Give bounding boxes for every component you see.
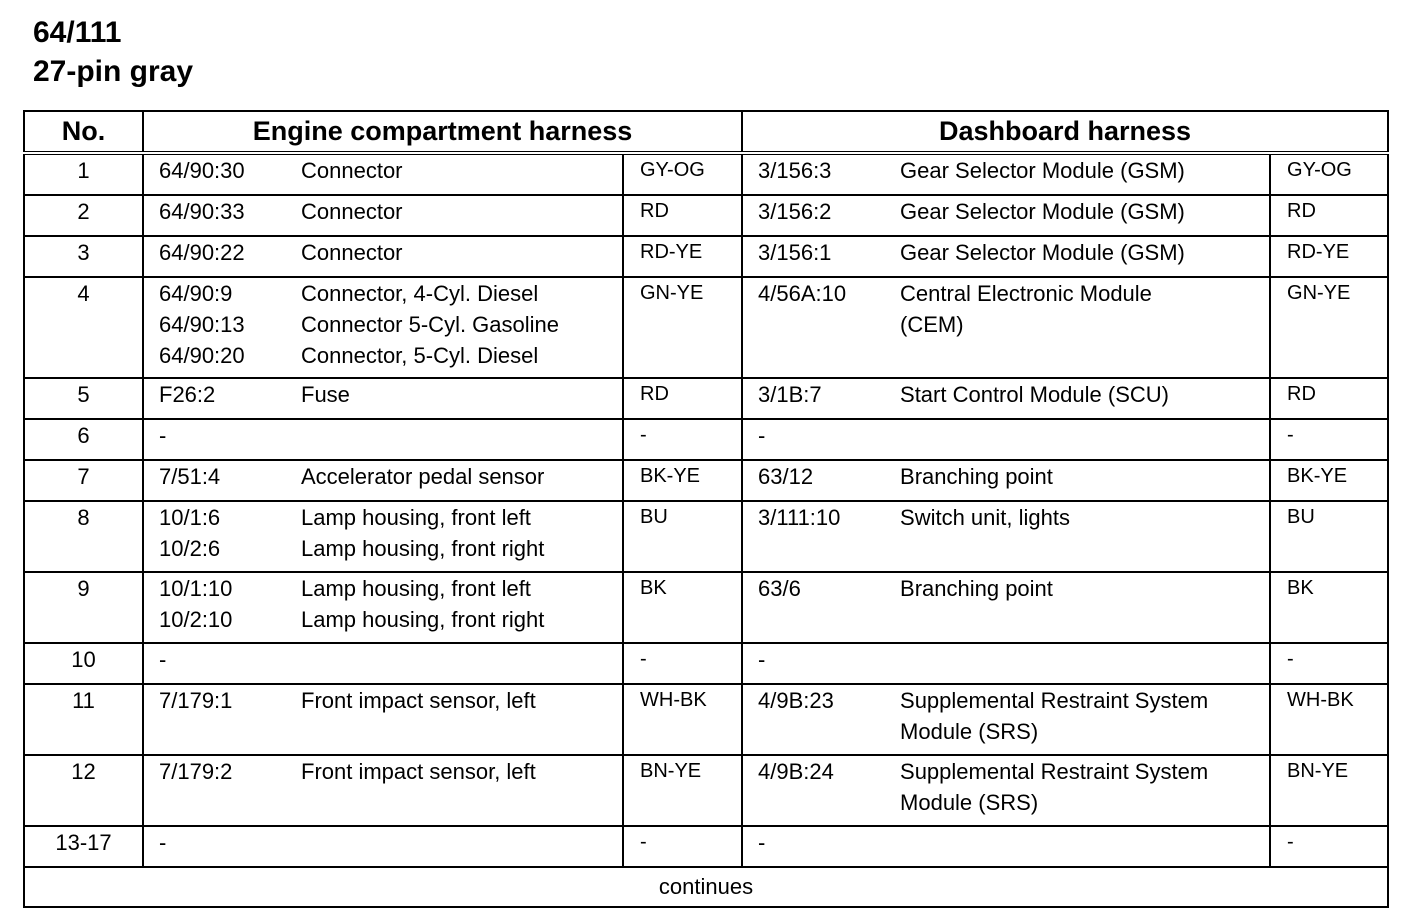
engine-wire-color: BK bbox=[623, 572, 742, 643]
component-description bbox=[900, 644, 1269, 675]
component-description bbox=[900, 827, 1269, 858]
connection-line bbox=[159, 573, 622, 604]
terminal-reference: 3/156:1 bbox=[758, 240, 832, 265]
terminal-reference: F26:2 bbox=[159, 382, 216, 407]
dashboard-wire-color: BK-YE bbox=[1270, 460, 1388, 501]
connection-line bbox=[758, 502, 1269, 533]
dashboard-harness-connection bbox=[742, 277, 1270, 378]
component-description: Front impact sensor, left bbox=[301, 688, 536, 713]
component-description: Gear Selector Module (GSM) bbox=[900, 199, 1185, 224]
pin-number: 1 bbox=[24, 153, 143, 195]
pin-number: 13-17 bbox=[24, 826, 143, 867]
dashboard-wire-color: BK bbox=[1270, 572, 1388, 643]
table-row bbox=[24, 826, 1388, 867]
pin-assignment-table bbox=[23, 110, 1389, 908]
dashboard-wire-color: RD-YE bbox=[1270, 236, 1388, 277]
dashboard-harness-connection bbox=[742, 419, 1270, 460]
connection-line bbox=[758, 685, 1269, 716]
component-description bbox=[301, 827, 622, 858]
terminal-reference: 7/51:4 bbox=[159, 464, 221, 489]
connection-line bbox=[758, 309, 1269, 340]
component-description: Module (SRS) bbox=[900, 719, 1039, 744]
column-header-engine-harness: Engine compartment harness bbox=[143, 111, 742, 153]
connection-line bbox=[159, 340, 622, 371]
table-row bbox=[24, 378, 1388, 419]
terminal-reference bbox=[758, 716, 900, 747]
table-row bbox=[24, 684, 1388, 755]
dashboard-harness-connection bbox=[742, 572, 1270, 643]
terminal-reference: 3/1B:7 bbox=[758, 382, 822, 407]
terminal-reference: 64/90:33 bbox=[159, 199, 245, 224]
connection-line bbox=[159, 155, 622, 186]
connection-line bbox=[758, 420, 1269, 451]
pin-number: 3 bbox=[24, 236, 143, 277]
dashboard-harness-connection bbox=[742, 755, 1270, 826]
component-description: Front impact sensor, left bbox=[301, 759, 536, 784]
table-header-row bbox=[24, 111, 1388, 153]
component-description: Connector bbox=[301, 158, 403, 183]
component-description bbox=[301, 644, 622, 675]
engine-harness-connection bbox=[143, 236, 623, 277]
table-row bbox=[24, 153, 1388, 195]
dashboard-harness-connection bbox=[742, 195, 1270, 236]
engine-harness-connection bbox=[143, 153, 623, 195]
table-body bbox=[24, 153, 1388, 867]
engine-harness-connection bbox=[143, 195, 623, 236]
dashboard-harness-connection bbox=[742, 501, 1270, 572]
dashboard-wire-color: BU bbox=[1270, 501, 1388, 572]
component-description: (CEM) bbox=[900, 312, 964, 337]
engine-harness-connection bbox=[143, 460, 623, 501]
connection-line bbox=[758, 716, 1269, 747]
component-description: Central Electronic Module bbox=[900, 281, 1152, 306]
dashboard-wire-color: RD bbox=[1270, 378, 1388, 419]
column-header-dashboard-harness: Dashboard harness bbox=[742, 111, 1388, 153]
connection-line bbox=[758, 756, 1269, 787]
component-description: Lamp housing, front left bbox=[301, 505, 531, 530]
engine-wire-color: BN-YE bbox=[623, 755, 742, 826]
dashboard-harness-connection bbox=[742, 684, 1270, 755]
terminal-reference: 3/156:2 bbox=[758, 199, 832, 224]
connector-description-title: 27-pin gray bbox=[33, 55, 194, 88]
pin-number: 9 bbox=[24, 572, 143, 643]
dashboard-harness-connection bbox=[742, 826, 1270, 867]
table-row bbox=[24, 419, 1388, 460]
engine-wire-color: GN-YE bbox=[623, 277, 742, 378]
connection-line bbox=[159, 278, 622, 309]
engine-harness-connection bbox=[143, 643, 623, 684]
terminal-reference: 64/90:22 bbox=[159, 240, 245, 265]
component-description: Connector bbox=[301, 240, 403, 265]
engine-harness-connection bbox=[143, 755, 623, 826]
component-description bbox=[900, 420, 1269, 451]
engine-harness-connection bbox=[143, 501, 623, 572]
table-footer-row bbox=[24, 867, 1388, 907]
component-description: Connector bbox=[301, 199, 403, 224]
component-description: Connector, 4-Cyl. Diesel bbox=[301, 281, 539, 306]
dashboard-harness-connection bbox=[742, 378, 1270, 419]
connection-line bbox=[758, 278, 1269, 309]
connection-line bbox=[159, 196, 622, 227]
connection-line bbox=[159, 379, 622, 410]
pin-number: 12 bbox=[24, 755, 143, 826]
terminal-reference: - bbox=[758, 423, 766, 448]
connection-line bbox=[159, 756, 622, 787]
engine-harness-connection bbox=[143, 277, 623, 378]
connector-id-title: 64/111 bbox=[33, 16, 122, 49]
terminal-reference: 63/12 bbox=[758, 464, 814, 489]
component-description: Supplemental Restraint System bbox=[900, 759, 1209, 784]
engine-wire-color: RD bbox=[623, 378, 742, 419]
component-description: Accelerator pedal sensor bbox=[301, 464, 545, 489]
component-description: Start Control Module (SCU) bbox=[900, 382, 1169, 407]
terminal-reference: - bbox=[159, 423, 167, 448]
component-description: Lamp housing, front right bbox=[301, 536, 545, 561]
component-description bbox=[301, 420, 622, 451]
pin-number: 6 bbox=[24, 419, 143, 460]
component-description: Supplemental Restraint System bbox=[900, 688, 1209, 713]
terminal-reference: - bbox=[758, 647, 766, 672]
terminal-reference: 3/111:10 bbox=[758, 505, 841, 530]
terminal-reference: 10/1:10 bbox=[159, 576, 233, 601]
pin-number: 5 bbox=[24, 378, 143, 419]
engine-harness-connection bbox=[143, 684, 623, 755]
component-description: Lamp housing, front left bbox=[301, 576, 531, 601]
terminal-reference: 64/90:30 bbox=[159, 158, 245, 183]
engine-wire-color: GY-OG bbox=[623, 153, 742, 195]
terminal-reference: 64/90:9 bbox=[159, 281, 233, 306]
component-description: Switch unit, lights bbox=[900, 505, 1070, 530]
engine-wire-color: WH-BK bbox=[623, 684, 742, 755]
engine-wire-color: BU bbox=[623, 501, 742, 572]
dashboard-harness-connection bbox=[742, 153, 1270, 195]
pin-number: 2 bbox=[24, 195, 143, 236]
table-row bbox=[24, 755, 1388, 826]
engine-harness-connection bbox=[143, 572, 623, 643]
dashboard-harness-connection bbox=[742, 643, 1270, 684]
connection-line bbox=[758, 787, 1269, 818]
component-description: Branching point bbox=[900, 576, 1053, 601]
terminal-reference: - bbox=[159, 830, 167, 855]
connection-line bbox=[758, 237, 1269, 268]
connection-line bbox=[159, 827, 622, 858]
component-description: Gear Selector Module (GSM) bbox=[900, 158, 1185, 183]
connection-line bbox=[758, 573, 1269, 604]
continues-note: continues bbox=[24, 867, 1388, 907]
dashboard-wire-color: RD bbox=[1270, 195, 1388, 236]
component-description: Gear Selector Module (GSM) bbox=[900, 240, 1185, 265]
terminal-reference: 10/2:6 bbox=[159, 536, 221, 561]
engine-harness-connection bbox=[143, 826, 623, 867]
pin-number: 11 bbox=[24, 684, 143, 755]
connection-line bbox=[758, 461, 1269, 492]
component-description: Connector 5-Cyl. Gasoline bbox=[301, 312, 560, 337]
engine-wire-color: RD bbox=[623, 195, 742, 236]
dashboard-harness-connection bbox=[742, 460, 1270, 501]
pin-number: 8 bbox=[24, 501, 143, 572]
table-row bbox=[24, 277, 1388, 378]
engine-wire-color: - bbox=[623, 643, 742, 684]
terminal-reference: 3/156:3 bbox=[758, 158, 832, 183]
engine-wire-color: BK-YE bbox=[623, 460, 742, 501]
pin-number: 7 bbox=[24, 460, 143, 501]
dashboard-wire-color: - bbox=[1270, 643, 1388, 684]
connection-line bbox=[159, 685, 622, 716]
connection-line bbox=[758, 827, 1269, 858]
connection-line bbox=[159, 644, 622, 675]
dashboard-wire-color: GN-YE bbox=[1270, 277, 1388, 378]
connection-line bbox=[758, 196, 1269, 227]
terminal-reference: 64/90:20 bbox=[159, 343, 245, 368]
connection-line bbox=[758, 644, 1269, 675]
column-header-no: No. bbox=[24, 111, 143, 153]
terminal-reference: 4/9B:24 bbox=[758, 759, 834, 784]
dashboard-wire-color: BN-YE bbox=[1270, 755, 1388, 826]
terminal-reference: 4/9B:23 bbox=[758, 688, 834, 713]
dashboard-wire-color: GY-OG bbox=[1270, 153, 1388, 195]
connection-line bbox=[758, 379, 1269, 410]
engine-wire-color: - bbox=[623, 826, 742, 867]
connection-line bbox=[159, 502, 622, 533]
component-description: Module (SRS) bbox=[900, 790, 1039, 815]
dashboard-wire-color: - bbox=[1270, 826, 1388, 867]
component-description: Branching point bbox=[900, 464, 1053, 489]
terminal-reference bbox=[758, 787, 900, 818]
table-row bbox=[24, 643, 1388, 684]
connection-line bbox=[159, 237, 622, 268]
component-description: Lamp housing, front right bbox=[301, 607, 545, 632]
connection-line bbox=[159, 604, 622, 635]
terminal-reference: 10/2:10 bbox=[159, 607, 233, 632]
dashboard-wire-color: - bbox=[1270, 419, 1388, 460]
engine-harness-connection bbox=[143, 419, 623, 460]
terminal-reference: 4/56A:10 bbox=[758, 281, 847, 306]
table-row bbox=[24, 236, 1388, 277]
engine-harness-connection bbox=[143, 378, 623, 419]
connection-line bbox=[159, 461, 622, 492]
terminal-reference: 63/6 bbox=[758, 576, 801, 601]
terminal-reference: 10/1:6 bbox=[159, 505, 221, 530]
component-description: Connector, 5-Cyl. Diesel bbox=[301, 343, 539, 368]
connection-line bbox=[159, 420, 622, 451]
terminal-reference: 64/90:13 bbox=[159, 312, 245, 337]
dashboard-harness-connection bbox=[742, 236, 1270, 277]
engine-wire-color: RD-YE bbox=[623, 236, 742, 277]
terminal-reference bbox=[758, 309, 900, 340]
terminal-reference: 7/179:1 bbox=[159, 688, 233, 713]
dashboard-wire-color: WH-BK bbox=[1270, 684, 1388, 755]
engine-wire-color: - bbox=[623, 419, 742, 460]
table-row bbox=[24, 195, 1388, 236]
connection-line bbox=[159, 533, 622, 564]
table-row bbox=[24, 572, 1388, 643]
component-description: Fuse bbox=[301, 382, 350, 407]
pin-number: 10 bbox=[24, 643, 143, 684]
pin-number: 4 bbox=[24, 277, 143, 378]
table-row bbox=[24, 501, 1388, 572]
table-row bbox=[24, 460, 1388, 501]
terminal-reference: - bbox=[159, 647, 167, 672]
connection-line bbox=[758, 155, 1269, 186]
terminal-reference: 7/179:2 bbox=[159, 759, 233, 784]
terminal-reference: - bbox=[758, 830, 766, 855]
connection-line bbox=[159, 309, 622, 340]
